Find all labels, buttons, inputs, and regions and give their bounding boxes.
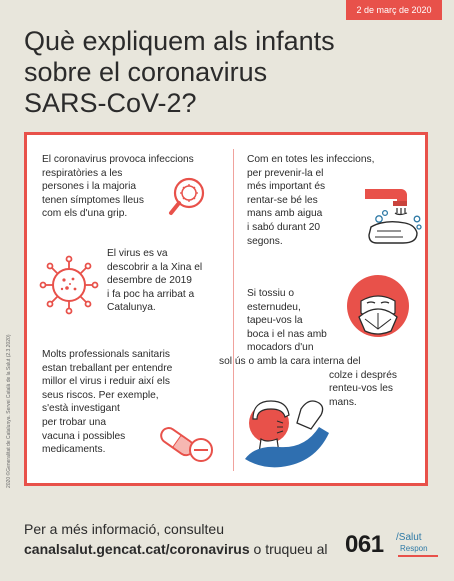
text-line: més important és: [247, 181, 326, 193]
text-line: Si tossiu o: [247, 288, 294, 299]
text-line: s'està investigant: [42, 403, 120, 415]
column-divider: [233, 149, 234, 471]
text-line: millor el virus i reduir així els: [42, 376, 170, 388]
text-line: i sabó durant 20: [247, 221, 321, 233]
virus-icon: [37, 253, 101, 317]
text-line: persones i la majoria: [42, 181, 136, 193]
text-line: El coronavirus provoca infeccions: [42, 154, 194, 165]
handwash-text: [247, 153, 374, 248]
text-line: seus riscos. Per exemple,: [42, 389, 159, 401]
text-line: mans.: [329, 396, 357, 408]
footer-contact-line: [24, 541, 327, 557]
origin-text: [107, 247, 202, 315]
magnifier-virus-icon: [167, 173, 219, 223]
logo-accent-bar: [398, 555, 438, 557]
text-line: Molts professionals sanitaris: [42, 349, 170, 360]
side-credit: [2, 310, 16, 490]
text-line: El virus es va: [107, 248, 168, 259]
text-line: Catalunya.: [107, 302, 156, 314]
phone-number[interactable]: 061: [345, 531, 384, 558]
text-line: boca i el nas amb: [247, 328, 327, 340]
title-line-3: SARS-CoV-2?: [24, 88, 197, 118]
text-line: mans amb aigua: [247, 208, 323, 220]
text-line: estan treballant per entendre: [42, 362, 173, 374]
text-line: sol ús o amb la cara interna del: [219, 355, 361, 367]
text-line: segons.: [247, 235, 283, 247]
date-badge: 2 de març de 2020: [346, 0, 442, 20]
research-text: [42, 348, 172, 457]
text-line: i fa poc ha arribat a: [107, 288, 195, 300]
page-title: [24, 26, 354, 119]
text-line: tapeu-vos la: [247, 315, 303, 327]
footer: [0, 507, 454, 581]
respon-label: Respon: [400, 544, 428, 553]
info-panel: [24, 132, 428, 486]
title-line-2: sobre el coronavirus: [24, 57, 268, 87]
handwash-icon: [357, 175, 423, 253]
footer-call-text: o truqueu al: [249, 541, 328, 557]
text-line: per trobar una: [42, 416, 106, 428]
side-credit-text: 2020 ©Generalitat de Catalunya. Servei Català de la Salut (2.3.2020): [6, 334, 12, 488]
text-line: esternudeu,: [247, 301, 301, 313]
text-line: respiratòries a les: [42, 167, 123, 179]
text-line: Com en totes les infeccions,: [247, 154, 375, 165]
salut-respon-label: /Salut: [396, 532, 422, 543]
text-line: colze i després: [329, 369, 397, 381]
footer-info-line: Per a més informació, consulteu: [24, 521, 224, 537]
text-line: renteu-vos les: [329, 383, 393, 395]
text-line: descobrir a la Xina el: [107, 261, 203, 273]
text-line: rentar-se bé les: [247, 194, 318, 206]
cough-elbow-icon: [239, 389, 335, 479]
text-line: per prevenir-la el: [247, 167, 324, 179]
text-line: tenen símptomes lleus: [42, 194, 144, 206]
text-line: com els d'una grip.: [42, 208, 128, 220]
title-line-1: Què expliquem als infants: [24, 26, 335, 56]
text-line: medicaments.: [42, 444, 106, 456]
pills-icon: [155, 420, 219, 466]
text-line: desembre de 2019: [107, 275, 192, 287]
text-line: mocadors d'un: [247, 342, 314, 354]
text-line: vacuna i possibles: [42, 430, 126, 442]
canal-salut-link[interactable]: canalsalut.gencat.cat/coronavirus: [24, 541, 250, 557]
